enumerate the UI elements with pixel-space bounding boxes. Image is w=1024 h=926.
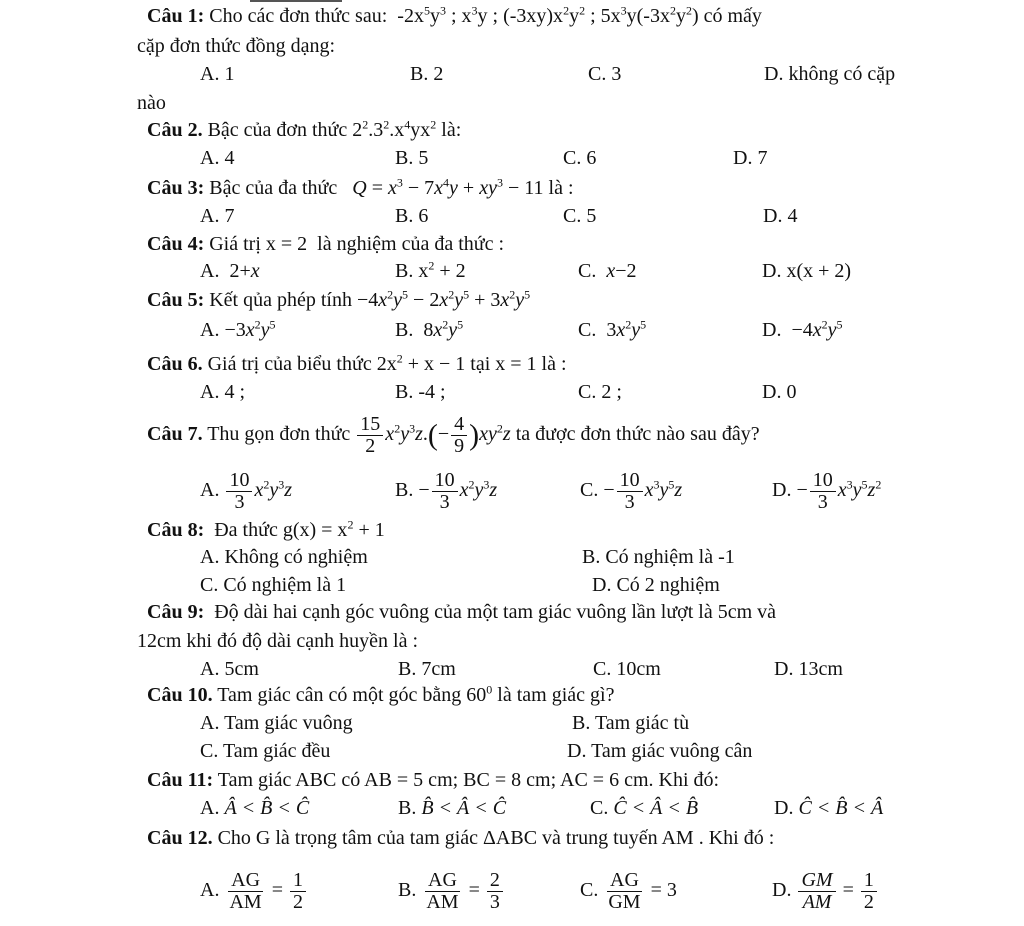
question-9-line2: 12cm khi đó độ dài cạnh huyền là : (137, 630, 419, 652)
q4-option-a: A. 2+x (200, 260, 260, 282)
option-letter: B. (395, 260, 414, 282)
q4-option-c: C. x−2 (578, 260, 637, 282)
question-label: Câu 11: (147, 769, 214, 791)
q1-option-a: A. 1 (200, 63, 235, 85)
question-text: Bậc của đơn thức (207, 119, 348, 141)
option-letter: C. (580, 479, 599, 502)
option-letter: D. (772, 879, 792, 902)
q1-option-b: B. 2 (410, 63, 444, 85)
q2-option-d: D. 7 (733, 147, 768, 169)
option-letter: D. (762, 260, 782, 282)
question-text: Cho G là trọng tâm của tam giác ΔABC và trung tuyến AM . Khi đó : (217, 827, 775, 849)
question-text: Đa thức (214, 519, 278, 541)
question-text: Kết qủa phép tính (209, 289, 352, 311)
q1-option-d-wrap: nào (137, 92, 166, 114)
q2-option-a: A. 4 (200, 147, 235, 169)
q7-option-d: D. − $\frac{10}{3}$ $x^3y^5z^2$ (772, 469, 882, 513)
option-letter: B. (395, 479, 414, 502)
q5-option-d: D. $-4x^2y^5$ (762, 317, 843, 341)
option-letter: C. (590, 797, 609, 819)
option-letter: A. (200, 319, 220, 341)
q9-option-c: C. 10cm (593, 658, 661, 680)
option-letter: A. (200, 260, 220, 282)
option-letter: D. (774, 797, 794, 819)
question-text: Bậc của đa thức (209, 177, 338, 199)
question-text-tail: là nghiệm của đa thức : (317, 233, 505, 255)
question-text: Cho các đơn thức sau: (209, 5, 388, 27)
q11-option-a: A. Â < B̂ < Ĉ (200, 797, 310, 819)
question-text: Giá trị của biểu thức (207, 353, 372, 375)
option-letter: D. (772, 479, 792, 502)
question-label: Câu 2. (147, 119, 203, 141)
question-12 (147, 826, 774, 850)
q6-option-d: D. 0 (762, 381, 797, 403)
option-letter: A. (200, 797, 220, 819)
question-6: Câu 6. Giá trị của biểu thức $2x^2 + x - 1$ tại x = 1 là : (147, 351, 567, 375)
question-3: Câu 3: Bậc của đa thức $Q = x^3 - 7x^4y + xy^3 - 11$ là : (147, 175, 574, 199)
q8-option-b: B. Có nghiệm là -1 (582, 546, 735, 568)
q9-option-b: B. 7cm (398, 658, 456, 680)
q8-option-c: C. Có nghiệm là 1 (200, 574, 347, 596)
question-text: Giá trị (209, 233, 261, 255)
question-7: Câu 7. Thu gọn đơn thức $\frac{15}{2}$ $x^2y^3z.(-$ $\frac{4}{9}$ )$xy^2z$ ta được đơn thức nào sau đây? (147, 413, 760, 457)
question-9 (147, 600, 776, 624)
q11-option-c: C. Ĉ < Â < B̂ (590, 797, 699, 819)
q3-option-a: A. 7 (200, 205, 235, 227)
question-11 (147, 768, 719, 792)
q6-option-b: B. -4 ; (395, 381, 446, 403)
q5-option-c: C. $3x^2y^5$ (578, 317, 647, 341)
question-4: Câu 4: Giá trị x = 2 là nghiệm của đa thức : (147, 233, 505, 255)
q5-option-a: A. $-3x^2y^5$ (200, 317, 276, 341)
question-1-line2: cặp đơn thức đồng dạng: (137, 35, 336, 57)
q1-option-d: D. không có cặp (764, 63, 896, 85)
question-text-mid: tại (470, 353, 491, 375)
q2-option-c: C. 6 (563, 147, 597, 169)
q9-option-a: A. 5cm (200, 658, 259, 680)
q6-option-a: A. 4 ; (200, 381, 245, 403)
option-letter: B. (395, 319, 414, 341)
option-letter: B. (398, 797, 417, 819)
q3-option-c: C. 5 (563, 205, 597, 227)
option-letter: D. (762, 319, 782, 341)
question-text-tail: là : (541, 353, 567, 375)
q7-option-a: A. $\frac{10}{3}$ $x^2y^3z$ (200, 469, 293, 513)
q12-option-d: D. $\frac{GM}{AM}$ = $\frac{1}{2}$ (772, 870, 879, 913)
question-label: Câu 6. (147, 353, 203, 375)
question-8: Câu 8: Đa thức $g(x) = x^2 + 1$ (147, 517, 385, 541)
q4-option-b: B. $x^2 + 2$ (395, 258, 466, 282)
question-5: Câu 5: Kết qủa phép tính $-4x^2y^5 - 2x^2y^5 + 3x^2y^5$ (147, 287, 531, 311)
q12-option-a: A. $\frac{AG}{AM}$ = $\frac{1}{2}$ (200, 870, 308, 913)
question-text-tail: ta được đơn thức nào sau đây? (515, 423, 760, 446)
question-1: Câu 1: Cho các đơn thức sau: $-2x^5y^3$ ; $x^3y$ ; $(-3xy)x^2y^2$ ; $5x^3y(-3x^2y^2)$ có mấy (147, 3, 762, 27)
q11-option-d: D. Ĉ < B̂ < Â (774, 797, 884, 819)
q1-option-c: C. 3 (588, 63, 622, 85)
q7-option-b: B. − $\frac{10}{3}$ $x^2y^3z$ (395, 469, 498, 513)
question-label: Câu 9: (147, 601, 205, 623)
q8-option-a: A. Không có nghiệm (200, 546, 368, 568)
q9-option-d: D. 13cm (774, 658, 843, 680)
question-text-tail: là tam giác gì? (497, 684, 615, 706)
question-text-tail: có mấy (703, 5, 762, 27)
q5-option-b: B. $8x^2y^5$ (395, 317, 464, 341)
question-10: Câu 10. Tam giác cân có một góc bằng $60^0$ là tam giác gì? (147, 682, 615, 706)
q6-option-c: C. 2 ; (578, 381, 622, 403)
question-label: Câu 3: (147, 177, 205, 199)
q10-option-c: C. Tam giác đều (200, 740, 331, 762)
q3-option-b: B. 6 (395, 205, 429, 227)
question-label: Câu 7. (147, 423, 203, 446)
q12-option-b: B. $\frac{AG}{AM}$ = $\frac{2}{3}$ (398, 870, 505, 913)
q10-option-b: B. Tam giác tù (572, 712, 690, 734)
question-label: Câu 10. (147, 684, 213, 706)
q11-option-b: B. B̂ < Â < Ĉ (398, 797, 507, 819)
option-letter: A. (200, 479, 220, 502)
question-text-tail: là : (548, 177, 574, 199)
option-letter: B. (398, 879, 417, 902)
q3-option-d: D. 4 (763, 205, 798, 227)
question-label: Câu 4: (147, 233, 205, 255)
question-text-tail: là: (441, 119, 462, 141)
question-text: Thu gọn đơn thức (207, 423, 351, 446)
q10-option-a: A. Tam giác vuông (200, 712, 353, 734)
q10-option-d: D. Tam giác vuông cân (567, 740, 753, 762)
question-2: Câu 2. Bậc của đơn thức $2^2.3^2.x^4yx^2$ là: (147, 117, 462, 141)
question-label: Câu 8: (147, 519, 205, 541)
q4-option-d: D. x(x + 2) (762, 260, 852, 282)
question-text: Tam giác ABC có AB = 5 cm; BC = 8 cm; AC = 6 cm. Khi đó: (217, 769, 720, 791)
option-letter: C. (580, 879, 599, 902)
q7-option-c: C. − $\frac{10}{3}$ $x^3y^5z$ (580, 469, 683, 513)
option-letter: C. (578, 260, 597, 282)
q8-option-d: D. Có 2 nghiệm (592, 574, 720, 596)
option-letter: C. (578, 319, 597, 341)
question-text: Độ dài hai cạnh góc vuông của một tam giác vuông lần lượt là 5cm và (214, 601, 777, 623)
question-text: Tam giác cân có một góc bằng (217, 684, 462, 706)
option-letter: A. (200, 879, 220, 902)
q2-option-b: B. 5 (395, 147, 429, 169)
top-rule (250, 0, 342, 2)
question-label: Câu 1: (147, 5, 205, 27)
q12-option-c: C. $\frac{AG}{GM}$ = 3 (580, 869, 677, 913)
question-label: Câu 5: (147, 289, 205, 311)
question-label: Câu 12. (147, 827, 213, 849)
